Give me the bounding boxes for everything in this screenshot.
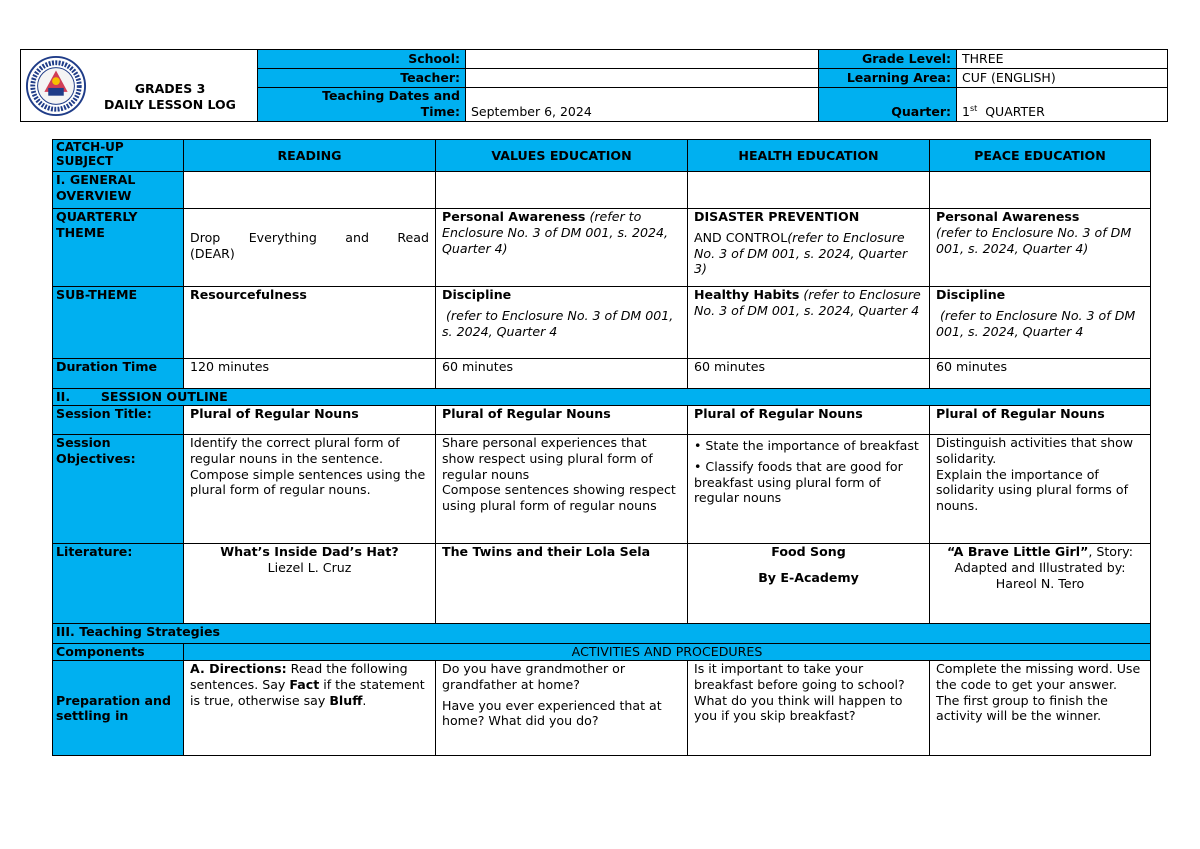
session-outline-heading: II. SESSION OUTLINE: [53, 389, 1151, 406]
subtheme-peace-cell[interactable]: Discipline (refer to Enclosure No. 3 of DM 001, s. 2024, Quarter 4: [930, 287, 1151, 359]
duration-row: [53, 359, 1151, 389]
lesson-log-header: [20, 49, 1168, 122]
objectives-values-cell[interactable]: Share personal experiences that show respect using plural form of regular nouns Compose sentences showing respect using plural form of regular nouns: [436, 435, 688, 544]
deped-seal-icon: [25, 55, 87, 117]
literature-health-cell[interactable]: Food Song By E-Academy: [688, 544, 930, 624]
teacher-label: Teacher:: [258, 69, 466, 88]
catch-up-subject-label: CATCH-UP SUBJECT: [53, 140, 184, 172]
session-outline-row: [53, 389, 1151, 406]
lesson-log-title: GRADES 3 DAILY LESSON LOG: [104, 80, 236, 112]
sub-theme-row: [53, 287, 1151, 359]
objectives-reading-cell[interactable]: Identify the correct plural form of regular nouns in the sentence. Compose simple sentences using the plural form of regular nouns.: [184, 435, 436, 544]
preparation-health-cell[interactable]: Is it important to take your breakfast before going to school? What do you think will happen to you if you skip breakfast?: [688, 661, 930, 756]
duration-peace[interactable]: 60 minutes: [930, 359, 1151, 389]
teaching-strategies-row: [53, 624, 1151, 644]
quarter-label: Quarter:: [819, 88, 957, 122]
overview-health-cell[interactable]: [688, 172, 930, 209]
literature-label: Literature:: [53, 544, 184, 624]
column-peace-education: PEACE EDUCATION: [930, 140, 1151, 172]
preparation-reading-cell[interactable]: A. Directions: Read the following sentences. Say Fact if the statement is true, otherwise say Bluff.: [184, 661, 436, 756]
duration-health[interactable]: 60 minutes: [688, 359, 930, 389]
literature-values-cell[interactable]: The Twins and their Lola Sela: [436, 544, 688, 624]
duration-values[interactable]: 60 minutes: [436, 359, 688, 389]
teaching-strategies-heading: III. Teaching Strategies: [53, 624, 1151, 644]
column-values-education: VALUES EDUCATION: [436, 140, 688, 172]
overview-peace-cell[interactable]: [930, 172, 1151, 209]
quarter-field[interactable]: 1st QUARTER: [957, 88, 1168, 122]
session-title-values[interactable]: Plural of Regular Nouns: [436, 406, 688, 435]
preparation-row: [53, 661, 1151, 756]
overview-values-cell[interactable]: [436, 172, 688, 209]
subtheme-reading-cell[interactable]: Resourcefulness: [184, 287, 436, 359]
school-label: School:: [258, 50, 466, 69]
quarterly-theme-label: QUARTERLY THEME: [53, 209, 184, 287]
teaching-dates-label: Teaching Dates and Time:: [258, 88, 466, 122]
theme-health-cell[interactable]: DISASTER PREVENTION AND CONTROL(refer to Enclosure No. 3 of DM 001, s. 2024, Quarter 3): [688, 209, 930, 287]
school-field[interactable]: [466, 50, 819, 69]
overview-reading-cell[interactable]: [184, 172, 436, 209]
literature-reading-cell[interactable]: What’s Inside Dad’s Hat? Liezel L. Cruz: [184, 544, 436, 624]
preparation-values-cell[interactable]: Do you have grandmother or grandfather at home? Have you ever experienced that at home? What did you do?: [436, 661, 688, 756]
session-title-health[interactable]: Plural of Regular Nouns: [688, 406, 930, 435]
sub-theme-label: SUB-THEME: [53, 287, 184, 359]
learning-area-label: Learning Area:: [819, 69, 957, 88]
teacher-field[interactable]: [466, 69, 819, 88]
duration-reading[interactable]: 120 minutes: [184, 359, 436, 389]
objectives-health-cell[interactable]: • State the importance of breakfast • Classify foods that are good for breakfast using plural form of regular nouns: [688, 435, 930, 544]
teaching-dates-field[interactable]: September 6, 2024: [466, 88, 819, 122]
session-title-label: Session Title:: [53, 406, 184, 435]
lesson-plan-table: [52, 139, 1151, 756]
session-objectives-row: [53, 435, 1151, 544]
components-label: Components: [53, 644, 184, 661]
preparation-label: Preparation and settling in: [53, 661, 184, 756]
subtheme-health-cell[interactable]: Healthy Habits (refer to Enclosure No. 3 of DM 001, s. 2024, Quarter 4: [688, 287, 930, 359]
column-reading: READING: [184, 140, 436, 172]
components-row: [53, 644, 1151, 661]
literature-peace-cell[interactable]: “A Brave Little Girl”, Story: Adapted and Illustrated by: Hareol N. Tero: [930, 544, 1151, 624]
header-title-cell: [21, 50, 258, 122]
duration-label: Duration Time: [53, 359, 184, 389]
session-title-peace[interactable]: Plural of Regular Nouns: [930, 406, 1151, 435]
session-objectives-label: Session Objectives:: [53, 435, 184, 544]
grade-level-field[interactable]: THREE: [957, 50, 1168, 69]
learning-area-field[interactable]: CUF (ENGLISH): [957, 69, 1168, 88]
objectives-peace-cell[interactable]: Distinguish activities that show solidarity. Explain the importance of solidarity using plural forms of nouns.: [930, 435, 1151, 544]
theme-reading-cell[interactable]: Drop Everything and Read (DEAR): [184, 209, 436, 287]
subtheme-values-cell[interactable]: Discipline (refer to Enclosure No. 3 of DM 001, s. 2024, Quarter 4: [436, 287, 688, 359]
general-overview-label: I. GENERAL OVERVIEW: [53, 172, 184, 209]
activities-procedures-heading: ACTIVITIES AND PROCEDURES: [184, 644, 1151, 661]
quarterly-theme-row: [53, 209, 1151, 287]
preparation-peace-cell[interactable]: Complete the missing word. Use the code to get your answer. The first group to finish the activity will be the winner.: [930, 661, 1151, 756]
literature-row: [53, 544, 1151, 624]
session-title-reading[interactable]: Plural of Regular Nouns: [184, 406, 436, 435]
grade-level-label: Grade Level:: [819, 50, 957, 69]
theme-peace-cell[interactable]: Personal Awareness (refer to Enclosure No. 3 of DM 001, s. 2024, Quarter 4): [930, 209, 1151, 287]
column-health-education: HEALTH EDUCATION: [688, 140, 930, 172]
general-overview-row: [53, 172, 1151, 209]
theme-values-cell[interactable]: Personal Awareness (refer to Enclosure No. 3 of DM 001, s. 2024, Quarter 4): [436, 209, 688, 287]
session-title-row: [53, 406, 1151, 435]
subject-header-row: [53, 140, 1151, 172]
